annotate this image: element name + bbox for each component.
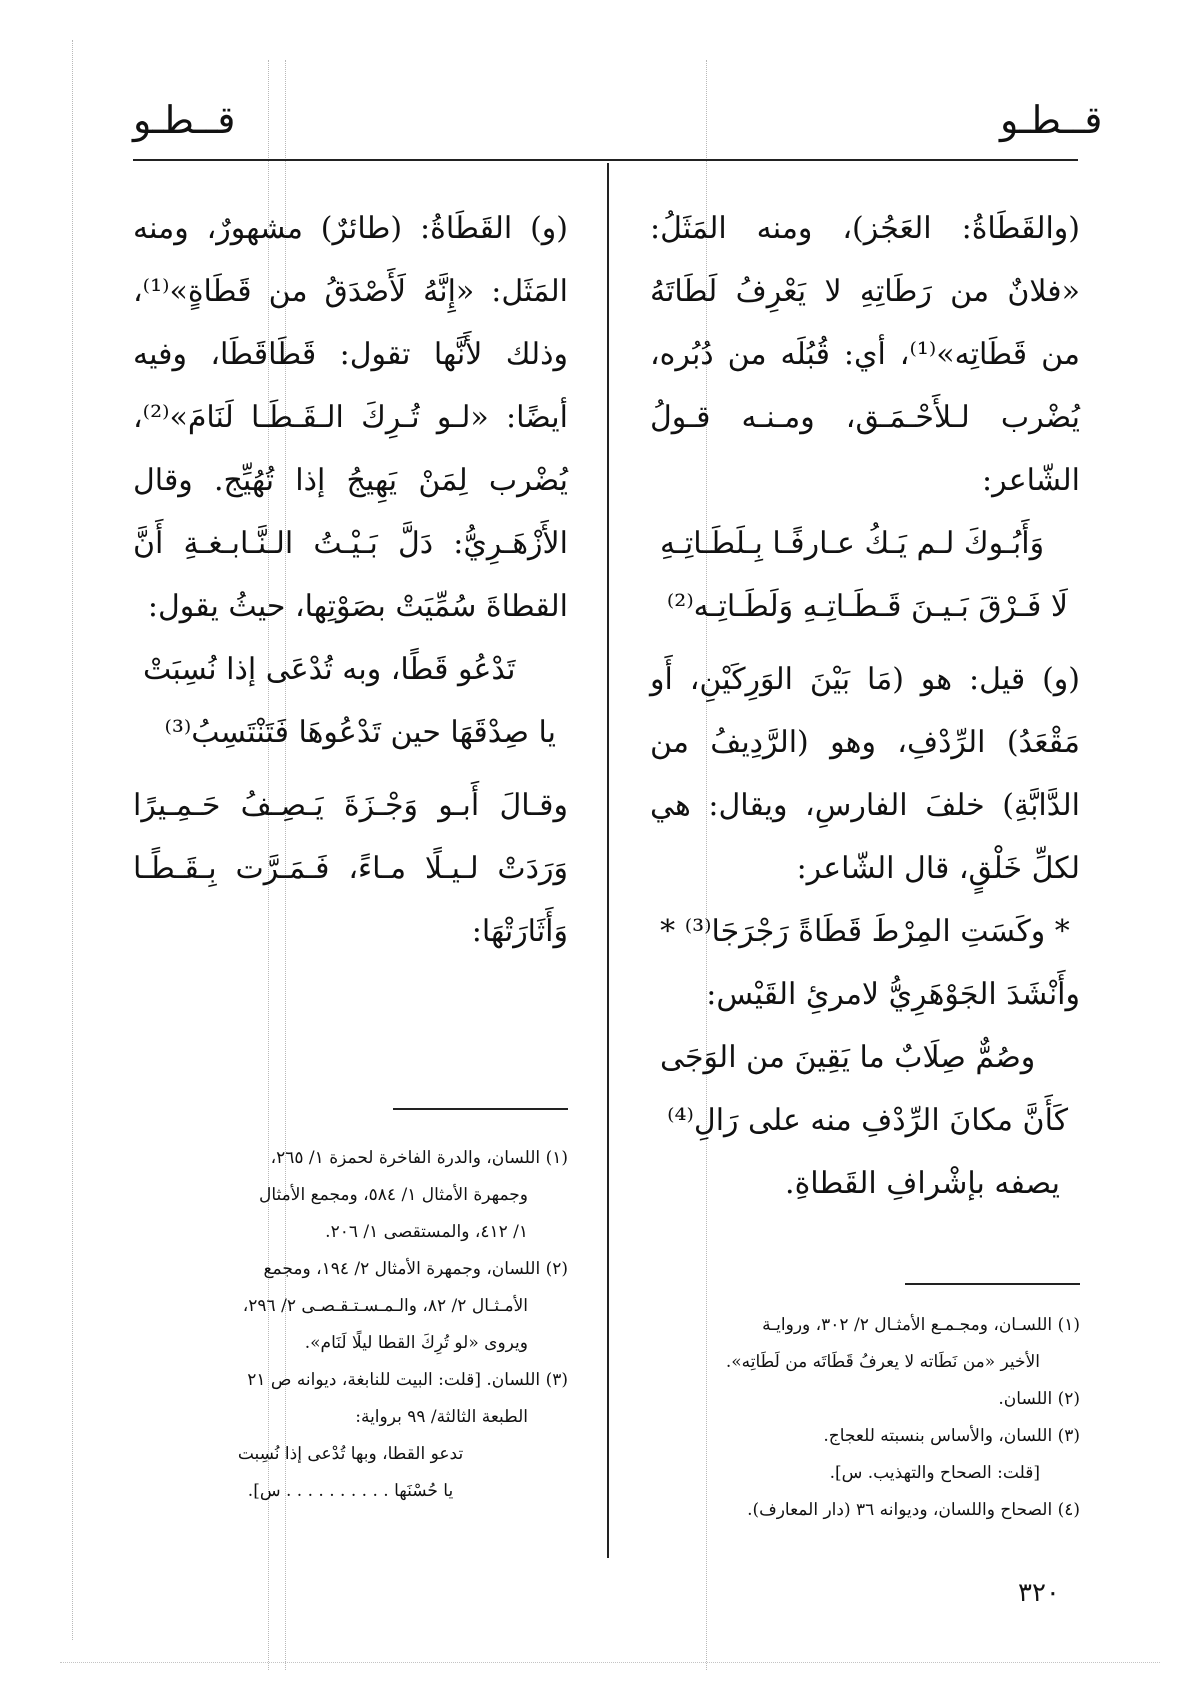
header-rule — [133, 159, 1078, 161]
verse-line: لَا فَـرْقَ بَـيـنَ قَـطَـاتِـهِ وَلَطَـاتِـه⁽²⁾ — [666, 589, 1068, 624]
footnote-text: الطبعة الثالثة/ ٩٩ برواية: — [355, 1407, 528, 1427]
guide-line — [72, 40, 73, 1640]
footnote-text: اللسـان، ومجـمـع الأمثـال ٢/ ٣٠٢، وروايـة — [762, 1315, 1053, 1335]
footnote-number: (٣) — [1057, 1426, 1080, 1446]
footnote-text: ويروى «لو تُرِكَ القطا ليلًا لَنَام». — [304, 1333, 528, 1353]
verse-line: يا صِدْقَهَا حين تَدْعُوهَا فَتَنْتَسِبُ⁽³⁾ — [164, 715, 556, 750]
footnote-text: ١/ ٤١٢، والمستقصى ١/ ٢٠٦. — [325, 1222, 528, 1242]
footnote — [650, 1307, 1080, 1344]
verse-line: * وكَسَتِ المِرْطَ قَطَاةً رَجْرَجَا⁽³⁾ * — [660, 914, 1070, 949]
footnote-text: الصحاح واللسان، وديوانه ٣٦ (دار المعارف). — [747, 1500, 1053, 1520]
footnote-number: (٢) — [1057, 1389, 1080, 1409]
entry-paragraph: (و) قيل: هو (مَا بَيْنَ الوَرِكَيْنِ، أَو مَقْعَدُ) الرِّدْفِ، وهو (الرَّدِيفُ من الدَّابَّةِ) خلفَ الفارسِ، ويقال: هي لكلِّ خَلْقٍ، قال الشّاعر: — [650, 662, 1080, 886]
footnote-number: (٢) — [545, 1259, 568, 1279]
verse-line: تَدْعُو قَطًا، وبه تُدْعَى إذا نُسِبَتْ — [143, 652, 516, 687]
footnote-text: اللسان، والأساس بنسبته للعجاج. — [823, 1426, 1053, 1446]
footnotes-right — [650, 1307, 1080, 1529]
entry-paragraph: وقـالَ أَبـو وَجْـزَةَ يَـصِـفُ حَـمِـيرًا وَرَدَتْ لـيـلًا مـاءً، فَـمَـرَّت بِـقَـطًـا وَأَثَارَتْهَا: — [133, 788, 568, 949]
header-left: قــطـو — [133, 98, 236, 142]
footnote-text: اللسان. [قلت: البيت للنابغة، ديوانه ص ٢١ — [247, 1370, 541, 1390]
footnote-verse: تدعو القطا، وبها تُدْعى إذا نُسِبت — [237, 1444, 464, 1464]
footnote-text: اللسان. — [998, 1389, 1053, 1409]
footnote — [133, 1251, 568, 1288]
footnote — [650, 1492, 1080, 1529]
footnote-number: (٣) — [545, 1370, 568, 1390]
footnote-text: الأمـثـال ٢/ ٨٢، والـمـسـتـقـصـى ٢/ ٢٩٦، — [242, 1296, 528, 1316]
entry-paragraph: وأَنْشَدَ الجَوْهَرِيُّ لامرئِ القَيْس: — [706, 977, 1080, 1012]
footnote-number: (٤) — [1057, 1500, 1080, 1520]
footnote-text: [قلت: الصحاح والتهذيب. س]. — [829, 1463, 1040, 1483]
footnote-number: (١) — [545, 1148, 568, 1168]
footnote — [133, 1362, 568, 1399]
footnote-text: اللسان، وجمهرة الأمثال ٢/ ١٩٤، ومجمع — [263, 1259, 541, 1279]
footnote-verse: يا حُسْنَها . . . . . . . . . . س]. — [247, 1481, 454, 1501]
column-divider — [607, 163, 609, 1558]
header-right: قــطـو — [1000, 98, 1103, 142]
footnote — [650, 1381, 1080, 1418]
page-number: ٣٢٠ — [1018, 1578, 1060, 1608]
footnote-number: (١) — [1057, 1315, 1080, 1335]
entry-paragraph: (و) القَطَاةُ: (طائرٌ) مشهورٌ، ومنه المَثَل: «إِنَّهُ لَأَصْدَقُ من قَطَاةٍ»⁽¹⁾، وذلك لأَنَّها تقول: قَطَاقَطَا، وفيه أيضًا: «لـو تُـرِكَ الـقَـطَـا لَنَامَ»⁽²⁾، يُضْرب لِمَنْ يَهِيجُ إذا تُهُيِّج. وقال الأَزْهَـرِيُّ: دَلَّ بَـيْـتُ الـنَّـابـغـةِ أَنَّ القطاةَ سُمِّيَتْ بصَوْتِها، حيثُ يقول: — [133, 211, 568, 624]
verse-line: وَأَبُـوكَ لـم يَـكُ عـارفًـا بِـلَطَـاتِـهِ — [660, 526, 1045, 561]
right-column — [650, 197, 1080, 1215]
entry-paragraph: يصفه بإشْرافِ القَطاةِ. — [785, 1166, 1060, 1201]
footnote-text: اللسان، والدرة الفاخرة لحمزة ١/ ٢٦٥، — [270, 1148, 541, 1168]
verse-line: وصُمٌّ صِلَابٌ ما يَقِينَ من الوَجَى — [660, 1040, 1036, 1075]
footnotes-left — [133, 1140, 568, 1510]
guide-line — [60, 1662, 1160, 1663]
footnote-text: وجمهرة الأمثال ١/ ٥٨٤، ومجمع الأمثال — [258, 1185, 528, 1205]
footnote — [133, 1140, 568, 1177]
footnote — [650, 1418, 1080, 1455]
verse-line: كَأَنَّ مكانَ الرِّدْفِ منه على رَالِ⁽⁴⁾ — [667, 1103, 1068, 1138]
footnote-rule — [905, 1283, 1080, 1285]
entry-paragraph: (والقَطَاةُ: العَجُز)، ومنه المَثَلُ: «فلانٌ من رَطَاتِهِ لا يَعْرِفُ لَطَاتَهُ من قَطَاتِه»⁽¹⁾، أي: قُبُلَه من دُبُره، يُضْرب لـلأَحْـمَـق، ومـنـه قـولُ الشّاعر: — [650, 211, 1080, 498]
footnote-text: الأخير «من نَطَاته لا يعرفُ قَطَاتَه من لَطَاتِه». — [725, 1352, 1040, 1372]
left-column — [133, 197, 568, 963]
footnote-rule — [393, 1108, 568, 1110]
